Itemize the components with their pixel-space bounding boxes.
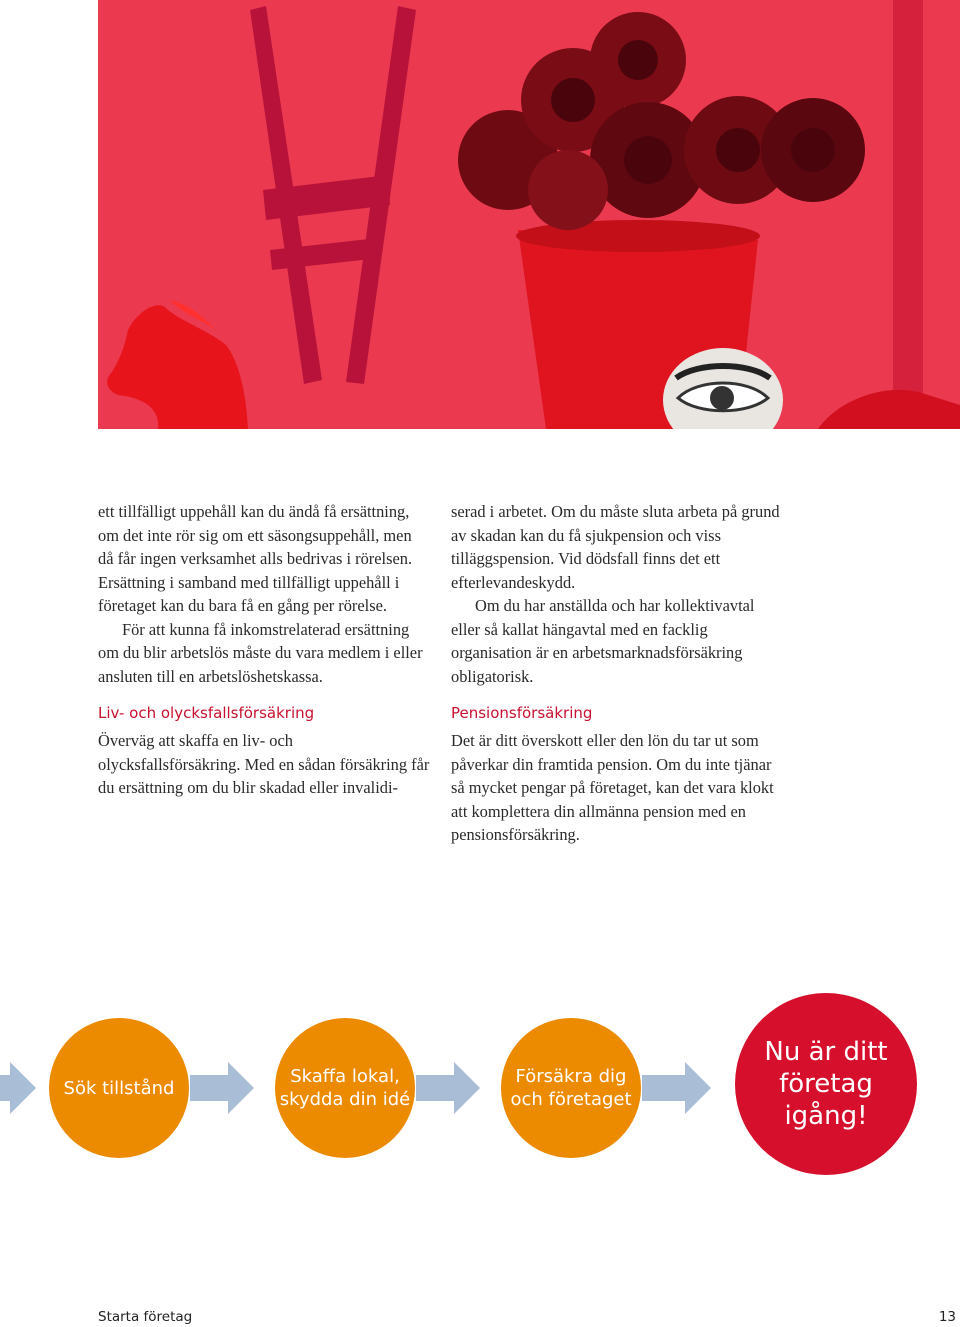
- step-label: Sök tillstånd: [63, 1077, 175, 1099]
- arrow-shaft: [416, 1075, 456, 1101]
- step-1-circle: [49, 1018, 189, 1158]
- paragraph: För att kunna få inkomstrelaterad ersättning om du blir arbetslös måste du vara medlem i eller ansluten till en arbetslöshetskassa.: [98, 619, 423, 686]
- process-flow: [0, 990, 960, 1190]
- step-label: Försäkra dig och företaget: [510, 1066, 632, 1110]
- section-heading: Liv- och olycksfallsförsäkring: [98, 704, 315, 722]
- paragraph: serad i arbetet. Om du måste sluta arbeta på grund av skadan kan du få sjukpension och viss tilläggspension. Vid dödsfall finns det ett efterlevandeskydd.: [451, 502, 780, 592]
- paragraph: Det är ditt överskott eller den lön du tar ut som påverkar din framtida pension. Om du inte tjänar så mycket pengar på företaget, kan det vara klokt att komplettera din allmänna pension med en pensionsförsäkring.: [451, 731, 774, 844]
- step-4-circle: [735, 993, 917, 1175]
- paragraph: Om du har anställda och har kollektivavtal eller så kallat hängavtal med en facklig organisation är en arbetsmarknadsförsäkring obligatorisk.: [451, 596, 755, 686]
- step-2-circle: [275, 1018, 415, 1158]
- step-3-circle: [501, 1018, 641, 1158]
- step-label: Nu är ditt företag igång!: [764, 1037, 888, 1131]
- paragraph: ett tillfälligt uppehåll kan du ändå få ersättning, om det inte rör sig om ett säsongsuppehåll, men då får ingen verksamhet alls bedrivas i rörelsen. Ersättning i samband med tillfälligt uppehåll i företaget kan du bara få en gång per rörelse.: [98, 502, 413, 615]
- footer-title: Starta företag: [98, 1309, 193, 1325]
- arrow-shaft: [642, 1075, 687, 1101]
- right-column: [451, 500, 786, 847]
- left-column: [98, 500, 430, 800]
- step-label: Skaffa lokal, skydda din idé: [279, 1066, 411, 1110]
- hero-photo: [98, 0, 960, 429]
- arrow-right-icon: [454, 1062, 480, 1114]
- page-number: 13: [938, 1309, 956, 1325]
- arrow-right-icon: [10, 1062, 36, 1114]
- arrow-right-icon: [228, 1062, 254, 1114]
- arrow-shaft: [190, 1075, 230, 1101]
- arrow-right-icon: [685, 1062, 711, 1114]
- paragraph: Överväg att skaffa en liv- och olycksfallsförsäkring. Med en sådan försäkring får du ersättning om du blir skadad eller invalidi-: [98, 731, 430, 797]
- section-heading: Pensionsförsäkring: [451, 704, 593, 722]
